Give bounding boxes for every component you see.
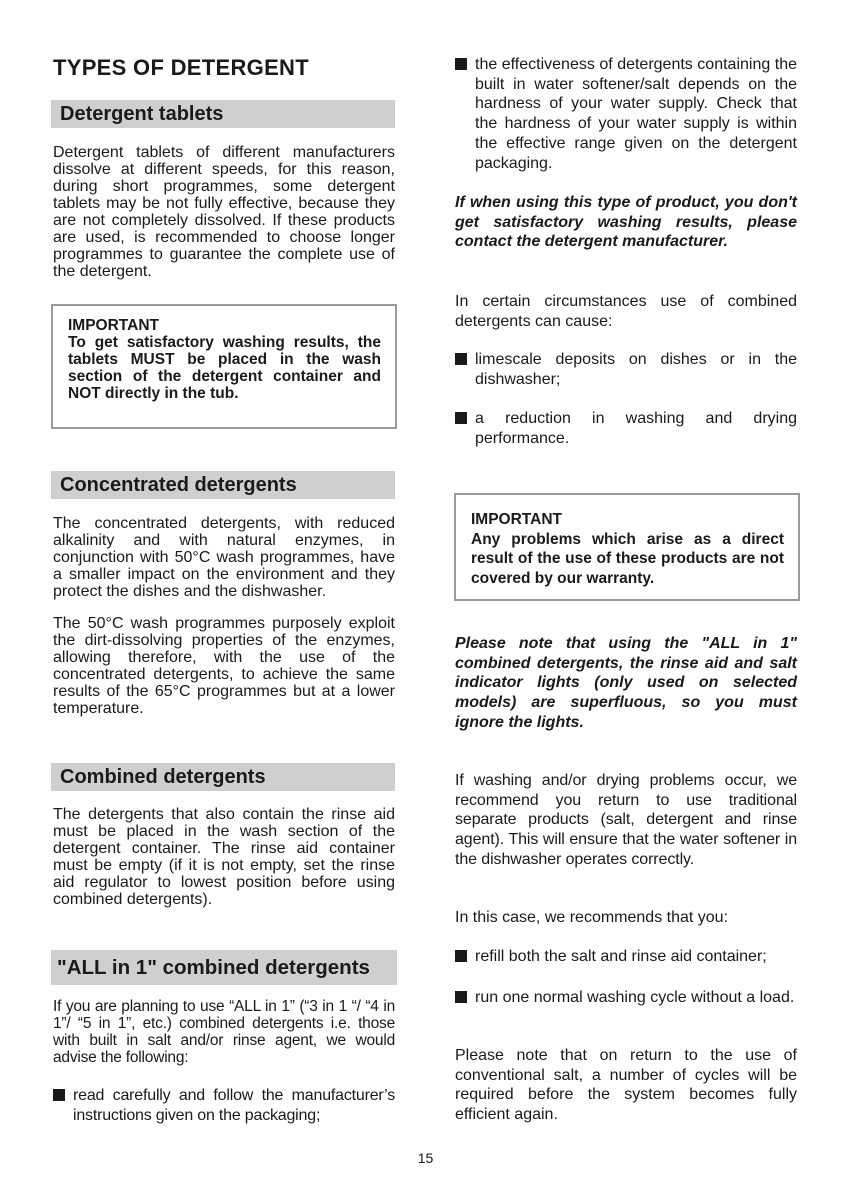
conventional-salt-note: Please note that on return to the use of conventional salt, a number of cycles will be required before the system becomes fully efficient again. [455, 1047, 797, 1124]
bullet-square-icon [455, 991, 467, 1003]
bullet-limescale: limescale deposits on dishes or in the dishwasher; [455, 350, 797, 389]
recommend-text: In this case, we recommends that you: [455, 909, 729, 926]
important-content [471, 510, 784, 588]
important-label: IMPORTANT [68, 317, 159, 334]
section-heading-tablets: Detergent tablets [51, 100, 395, 128]
important-box-warranty [454, 493, 800, 601]
tablets-body: Detergent tablets of different manufacturers dissolve at different speeds, for this reason, during short programmes, some detergent tablets may be not fully effective, because they are not completely dissolved. If these products are used, is recommended to choose longer programmes to guarantee the complete use of the detergent. [53, 144, 395, 280]
important-label: IMPORTANT [471, 511, 562, 528]
bullet-square-icon [455, 58, 467, 70]
allin1-lights-note: Please note that using the "ALL in 1" combined detergents, the rinse aid and salt indicator lights (only used on selected models) are superfluous, so you must ignore the lights. [455, 635, 797, 731]
bullet-square-icon [455, 950, 467, 962]
concentrated-body-2: The 50°C wash programmes purposely exploit the dirt-dissolving properties of the enzymes, allowing therefore, with the use of the concentrated detergents, to achieve the same results of the 65°C programmes but at a lower temperature. [53, 615, 395, 717]
section-heading-combined: Combined detergents [51, 763, 395, 791]
problems-text: If washing and/or drying problems occur, we recommend you return to use traditional separate products (salt, detergent and rinse agent). This will ensure that the water softener in the dishwasher operates correctly. [455, 772, 797, 868]
combined-body: The detergents that also contain the rinse aid must be placed in the wash section of the detergent container. The rinse aid container must be empty (if it is not empty, set the rinse aid regulator to lowest position before using combined detergents). [53, 806, 395, 908]
section-heading-concentrated: Concentrated detergents [51, 471, 395, 499]
bullet-refill: refill both the salt and rinse aid container; [455, 947, 797, 967]
bullet-effectiveness: the effectiveness of detergents containing the built in water softener/salt depends on the hardness of your water supply. Check that the hardness of your water supply is within the effective range given on the detergent packaging. [455, 55, 797, 173]
important-content [68, 317, 381, 402]
important-text: Any problems which arise as a direct result of the use of these products are not covered by our warranty. [471, 530, 784, 587]
bullet-square-icon [53, 1089, 65, 1101]
concentrated-body-1: The concentrated detergents, with reduced alkalinity and with natural enzymes, in conjunction with 50°C wash programmes, have a smaller impact on the environment and they protect the dishes and the dishwasher. [53, 515, 395, 600]
bullet-read-carefully: read carefully and follow the manufacturer’s instructions given on the packaging; [53, 1086, 395, 1125]
contact-manufacturer-note: If when using this type of product, you don't get satisfactory washing results, please contact the detergent manufacturer. [455, 194, 797, 251]
bullet-run-cycle: run one normal washing cycle without a load. [455, 988, 797, 1008]
allin1-body: If you are planning to use “ALL in 1” (“3 in 1 “/ “4 in 1”/ “5 in 1”, etc.) combined detergents i.e. those with built in salt and/or rinse agent, we would advise the following: [53, 998, 395, 1066]
important-box-tablets [51, 304, 397, 429]
bullet-square-icon [455, 353, 467, 365]
section-heading-allin1: "ALL in 1" combined detergents [51, 950, 397, 985]
circumstances-text: In certain circumstances use of combined detergents can cause: [455, 293, 797, 330]
page-title: TYPES OF DETERGENT [53, 55, 309, 80]
page-number: 15 [417, 1150, 434, 1166]
important-text: To get satisfactory washing results, the tablets MUST be placed in the wash section of the detergent container and NOT directly in the tub. [68, 334, 381, 402]
bullet-square-icon [455, 412, 467, 424]
bullet-reduction: a reduction in washing and drying performance. [455, 409, 797, 448]
